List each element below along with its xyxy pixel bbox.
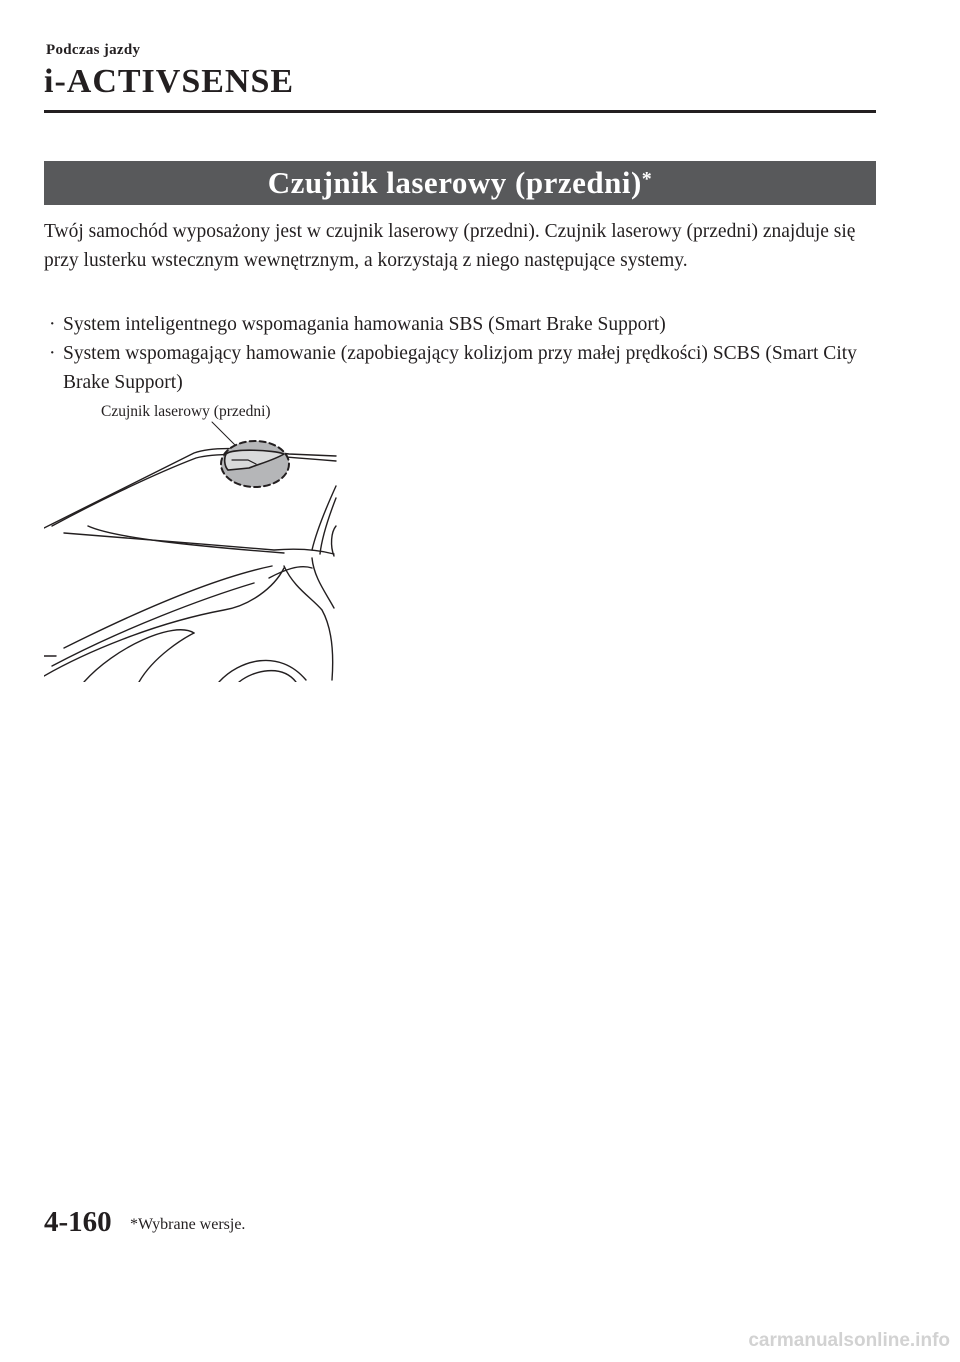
chapter-title: i-ACTIVSENSE bbox=[44, 63, 295, 100]
section-kicker: Podczas jazdy bbox=[46, 42, 141, 58]
bullet-icon: · bbox=[49, 343, 56, 364]
page-title-bar bbox=[44, 161, 876, 205]
list-item-text: System wspomagający hamowanie (zapobiegający kolizjom przy małej prędkości) SCBS (Smart City Brake Support) bbox=[63, 343, 857, 393]
optional-marker: * bbox=[641, 168, 653, 190]
car-windshield-illustration bbox=[44, 398, 344, 682]
list-item bbox=[44, 339, 884, 397]
page-number: 4-160 bbox=[44, 1206, 112, 1238]
list-item-text: System inteligentnego wspomagania hamowania SBS (Smart Brake Support) bbox=[63, 314, 666, 335]
intro-paragraph: Twój samochód wyposażony jest w czujnik laserowy (przedni). Czujnik laserowy (przedni) znajduje się przy lusterku wstecznym wewnętrznym, a korzystają z niego następujące systemy. bbox=[44, 221, 856, 271]
watermark: carmanualsonline.info bbox=[748, 1330, 950, 1351]
system-list bbox=[44, 310, 884, 397]
footnote: *Wybrane wersje. bbox=[130, 1216, 246, 1233]
sensor-figure bbox=[44, 398, 344, 682]
list-item bbox=[44, 310, 884, 339]
figure-label: Czujnik laserowy (przedni) bbox=[101, 403, 271, 420]
header-rule bbox=[44, 110, 876, 113]
bullet-icon: · bbox=[49, 314, 56, 335]
page-title: Czujnik laserowy (przedni) bbox=[267, 165, 642, 200]
